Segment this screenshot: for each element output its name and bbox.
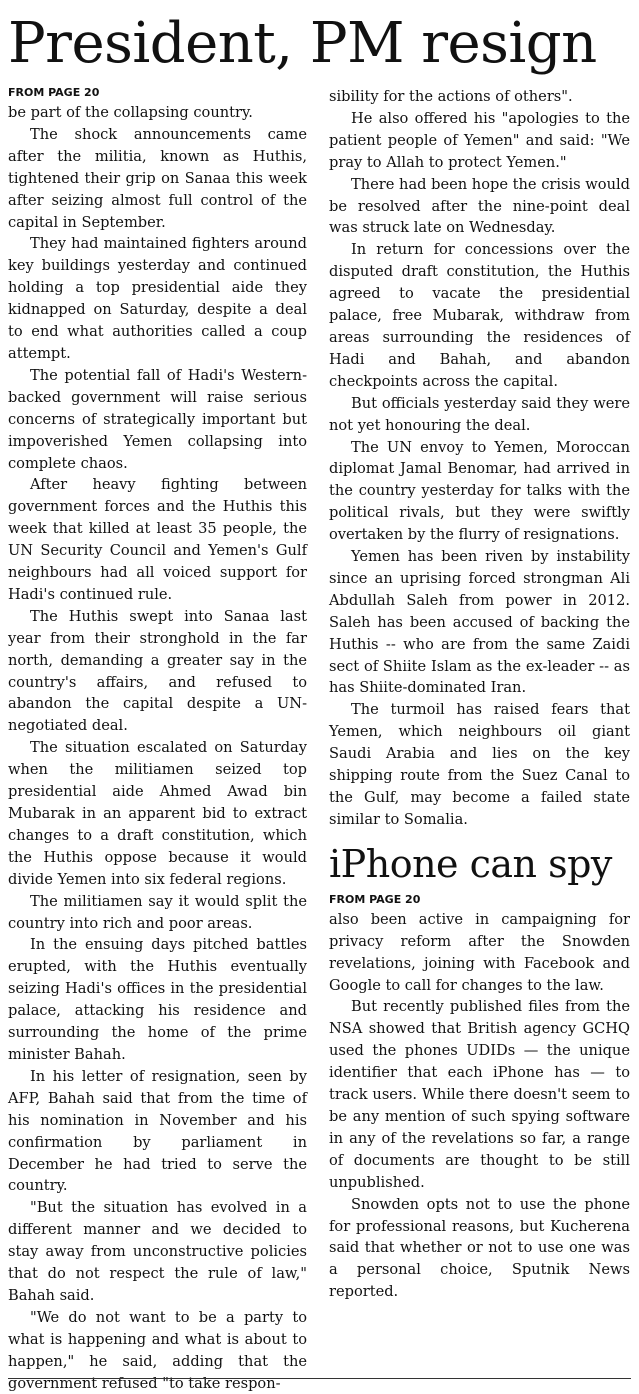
article-paragraph: In the ensuing days pitched battles erupted, with the Huthis eventually seizing Hadi's offices in the presidential palace, attacking his residence and surrounding the home of the prime minister Bahah.	[8, 936, 307, 1063]
article-paragraph: The situation escalated on Saturday when the militiamen seized top presidential aide Ahmed Awad bin Mubarak in an apparent bid to extract changes to a draft constitution, which the Huthis oppose because it would divide Yemen into six federal regions.	[8, 739, 307, 888]
article-paragraph: But recently published files from the NSA showed that British agency GCHQ used the phones UDIDs — the unique identifier that each iPhone has — to track users. While there doesn't seem to be any mention of such spying software in any of the revelations so far, a range of documents are thought to be still unpublished.	[329, 998, 630, 1191]
article-paragraph: Snowden opts not to use the phone for professional reasons, but Kucherena said that whether or not to use one was a personal choice, Sputnik News reported.	[329, 1195, 630, 1301]
article-paragraph: The potential fall of Hadi's Western-backed government will raise serious concerns of strategically important but impoverished Yemen collapsing into complete chaos.	[8, 366, 307, 472]
headline-iphone-can-spy: iPhone can spy	[329, 841, 612, 886]
headline-president-pm-resign: President, PM resign	[8, 11, 597, 76]
article-paragraph: The militiamen say it would split the country into rich and poor areas.	[8, 892, 307, 932]
source-line: FROM PAGE 20	[329, 892, 421, 906]
article-paragraph: be part of the collapsing country.	[8, 104, 253, 121]
article-paragraph: But officials yesterday said they were not yet honouring the deal.	[329, 394, 630, 434]
article-paragraph: "But the situation has evolved in a different manner and we decided to stay away from unconstructive policies that do not respect the rule of law," Bahah said.	[8, 1199, 307, 1304]
article-paragraph: The shock announcements came after the militia, known as Huthis, tightened their grip on Sanaa this week after seizing almost full control of the capital in September.	[8, 125, 307, 231]
bottom-divider	[8, 1378, 631, 1379]
article-paragraph: In return for concessions over the disputed draft constitution, the Huthis agreed to vacate the presidential palace, free Mubarak, withdraw from areas surrounding the residences of Hadi and Bahah, and abandon checkpoints across the capital.	[329, 241, 630, 390]
article-paragraph: also been active in campaigning for privacy reform after the Snowden revelations, joining with Facebook and Google to call for changes to the law.	[329, 910, 630, 994]
article-paragraph: He also offered his "apologies to the patient people of Yemen" and said: "We pray to Allah to protect Yemen."	[329, 109, 630, 171]
main-article-left-column	[8, 86, 307, 1394]
article-paragraph: The turmoil has raised fears that Yemen, which neighbours oil giant Saudi Arabia and lies on the key shipping route from the Suez Canal to the Gulf, may become a failed state similar to Somalia.	[329, 701, 630, 828]
article-paragraph: After heavy fighting between government forces and the Huthis this week that killed at least 35 people, the UN Security Council and Yemen's Gulf neighbours had all voiced support for Hadi's continued rule.	[8, 476, 307, 603]
article-paragraph: sibility for the actions of others".	[329, 88, 573, 105]
article-paragraph: The Huthis swept into Sanaa last year from their stronghold in the far north, demanding a greater say in the country's affairs, and refused to abandon the capital despite a UN-negotiated deal.	[8, 607, 307, 735]
article-paragraph: "We do not want to be a party to what is happening and what is about to happen," he said, adding that the government refused "to take respon-	[8, 1308, 307, 1392]
main-article-right-column	[329, 86, 630, 1303]
article-paragraph: The UN envoy to Yemen, Moroccan diplomat Jamal Benomar, had arrived in the country yesterday for talks with the political rivals, but they were swiftly overtaken by the flurry of resignations.	[329, 438, 630, 544]
article-paragraph: There had been hope the crisis would be resolved after the nine-point deal was struck late on Wednesday.	[329, 175, 630, 237]
source-line: FROM PAGE 20	[8, 86, 100, 99]
article-paragraph: In his letter of resignation, seen by AFP, Bahah said that from the time of his nomination in November and his confirmation by parliament in December he had tried to serve the country.	[8, 1067, 307, 1195]
article-paragraph: Yemen has been riven by instability since an uprising forced strongman Ali Abdullah Saleh from power in 2012. Saleh has been accused of backing the Huthis -- who are from the same Zaidi sect of Shiite Islam as the ex-leader -- as has Shiite-dominated Iran.	[329, 548, 630, 697]
article-paragraph: They had maintained fighters around key buildings yesterday and continued holding a top presidential aide they kidnapped on Saturday, despite a deal to end what authorities called a coup attempt.	[8, 235, 307, 362]
